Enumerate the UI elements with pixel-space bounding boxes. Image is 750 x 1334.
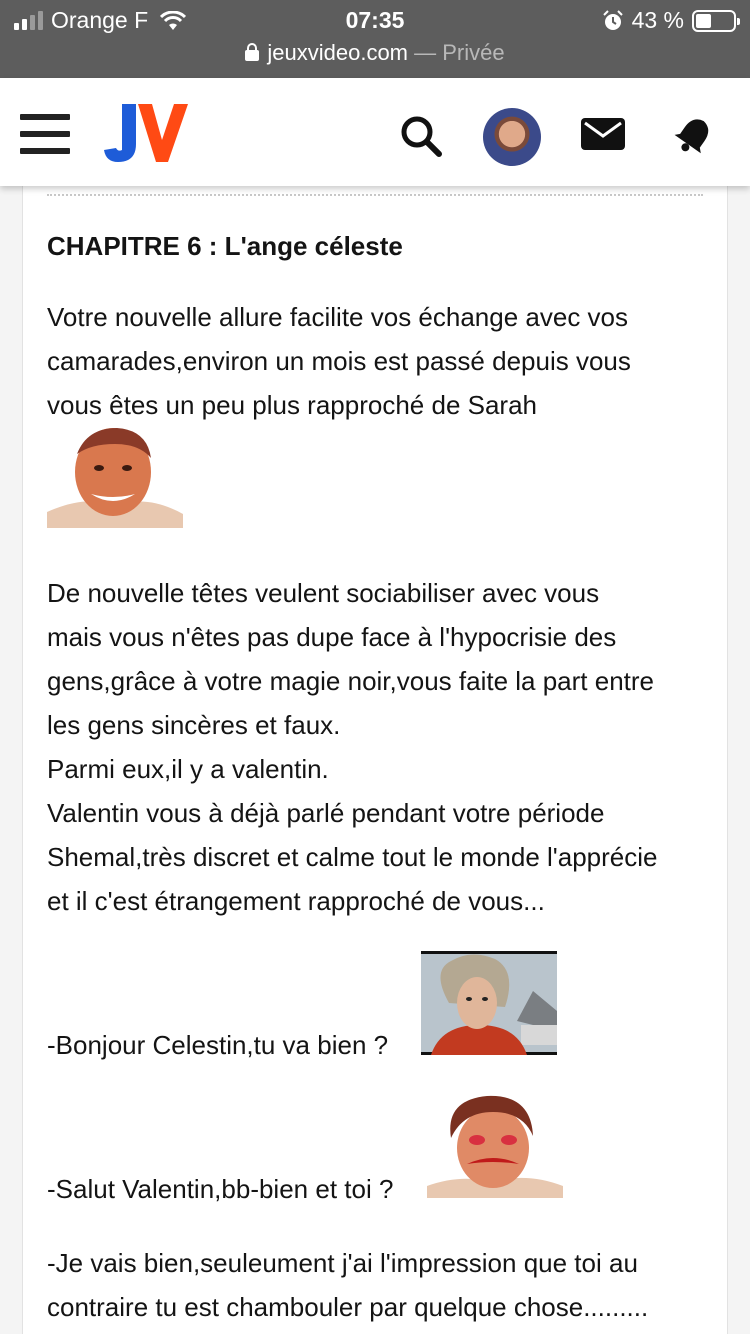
post-card [22,186,728,1334]
sticker-red-hair-face [427,1094,563,1198]
url-domain: jeuxvideo.com [267,40,409,65]
lock-icon [245,50,259,61]
status-bar [0,0,750,78]
carrier-label: Orange F [51,7,149,33]
paragraph-1 [47,295,717,427]
text-line: gens,grâce à votre magie noir,vous faite la part entre [47,666,655,696]
text-line: et il c'est étrangement rapproché de vous... [47,886,545,916]
text-line: camarades,environ un mois est passé depuis vous [47,346,631,376]
text-line: contraire tu est chambouler par quelque chose......... [47,1292,649,1322]
paragraph-3 [47,1241,717,1329]
status-right [602,7,736,34]
text-line: Parmi eux,il y a valentin. [47,754,329,784]
bell-icon[interactable] [673,114,715,156]
paragraph-2 [47,571,717,923]
avatar[interactable] [483,108,541,166]
battery-icon [692,10,736,32]
text-line: De nouvelle têtes veulent sociabiliser avec vous [47,578,600,608]
dialogue-bonjour: -Bonjour Celestin,tu va bien ? [47,1030,389,1060]
text-line: Votre nouvelle allure facilite vos échange avec vos [47,302,629,332]
dialogue-salut: -Salut Valentin,bb-bien et toi ? [47,1174,394,1204]
divider [47,194,703,196]
private-mode-label: Privée [442,40,505,65]
sticker-smiling-face [47,424,183,528]
alarm-icon [602,10,624,32]
url-bar[interactable] [0,40,750,66]
menu-icon[interactable] [20,114,70,154]
text-line: Valentin vous à déjà parlé pendant votre période [47,798,605,828]
chapter-title: CHAPITRE 6 : L'ange céleste [47,231,403,261]
clock: 07:35 [345,7,405,33]
jv-logo[interactable] [102,100,192,166]
mail-icon[interactable] [581,118,625,150]
text-line: les gens sincères et faux. [47,710,341,740]
text-line: Shemal,très discret et calme tout le monde l'apprécie [47,842,658,872]
text-line: mais vous n'êtes pas dupe face à l'hypocrisie des [47,622,617,652]
site-header [0,78,750,186]
sticker-curly-hair-man [421,951,557,1055]
url-separator: — [408,40,443,65]
search-icon[interactable] [399,114,443,158]
text-line: -Je vais bien,seuleument j'ai l'impression que toi au [47,1248,638,1278]
battery-percent: 43 % [631,7,684,33]
text-line: vous êtes un peu plus rapproché de Sarah [47,390,538,420]
